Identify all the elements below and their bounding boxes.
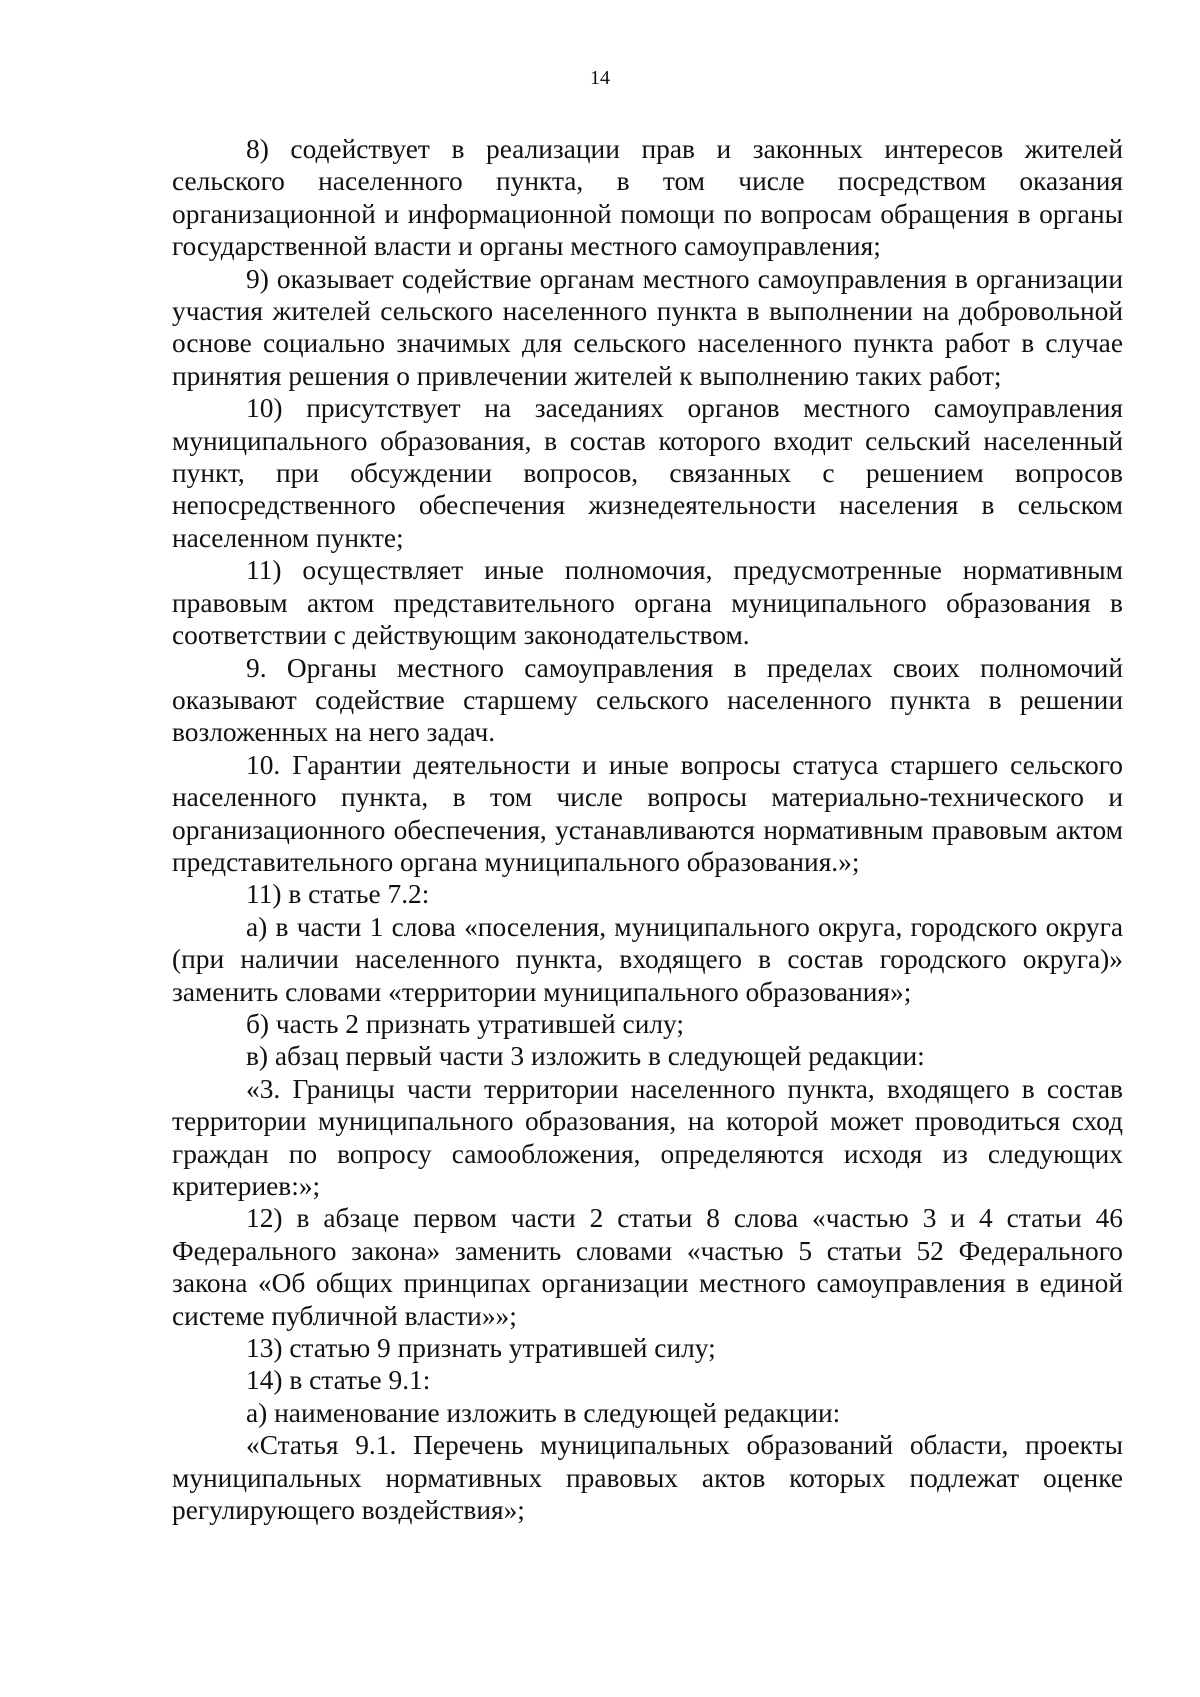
paragraph-amendment-12: 12) в абзаце первом части 2 статьи 8 слова «частью 3 и 4 статьи 46 Федерального закона» заменить словами «частью 5 статьи 52 Федерального закона «Об общих принципах организации местного самоуправления в единой системе публичной власти»»;	[172, 1203, 1123, 1331]
page-number: 14	[590, 67, 610, 89]
paragraph-amendment-14: 14) в статье 9.1:	[246, 1365, 431, 1396]
paragraph-amendment-11: 11) в статье 7.2:	[246, 879, 430, 910]
paragraph-part-10: 10. Гарантии деятельности и иные вопросы статуса старшего сельского населенного пункта, в том числе вопросы материально-технического и организационного обеспечения, устанавливаются нормативным правовым актом представительного органа муниципального образования.»;	[172, 749, 1123, 877]
paragraph-subitem-v: в) абзац первый части 3 изложить в следующей редакции:	[246, 1041, 925, 1072]
paragraph-item-10: 10) присутствует на заседаниях органов местного самоуправления муниципального образования, в состав которого входит сельский населенный пункт, при обсуждении вопросов, связанных с решением вопросов непосредственного обеспечения жизнедеятельности населения в сельском населенном пункте;	[172, 393, 1123, 553]
paragraph-quoted-part-3: «3. Границы части территории населенного пункта, входящего в состав территории муниципального образования, на которой может проводиться сход граждан по вопросу самообложения, определяются исходя из следующих критериев:»;	[172, 1073, 1123, 1201]
paragraph-subitem-a: а) в части 1 слова «поселения, муниципального округа, городского округа (при наличии населенного пункта, входящего в состав городского округа)» заменить словами «территории муниципального образования»;	[172, 911, 1123, 1007]
paragraph-subitem-a-title: а) наименование изложить в следующей редакции:	[246, 1397, 841, 1428]
paragraph-amendment-13: 13) статью 9 признать утратившей силу;	[246, 1333, 716, 1364]
paragraph-item-8: 8) содействует в реализации прав и законных интересов жителей сельского населенного пункта, в том числе посредством оказания организационной и информационной помощи по вопросам обращения в органы государственной власти и органы местного самоуправления;	[172, 134, 1123, 262]
paragraph-item-9: 9) оказывает содействие органам местного самоуправления в организации участия жителей сельского населенного пункта в выполнении на добровольной основе социально значимых для сельского населенного пункта работ в случае принятия решения о привлечении жителей к выполнению таких работ;	[172, 263, 1123, 391]
paragraph-quoted-article-9-1: «Статья 9.1. Перечень муниципальных образований области, проекты муниципальных нормативных правовых актов которых подлежат оценке регулирующего воздействия»;	[172, 1430, 1123, 1526]
paragraph-item-11: 11) осуществляет иные полномочия, предусмотренные нормативным правовым актом представительного органа муниципального образования в соответствии с действующим законодательством.	[172, 555, 1123, 651]
paragraph-part-9: 9. Органы местного самоуправления в пределах своих полномочий оказывают содействие старшему сельского населенного пункта в решении возложенных на него задач.	[172, 652, 1123, 748]
document-body	[172, 133, 1123, 1526]
paragraph-subitem-b: б) часть 2 признать утратившей силу;	[246, 1008, 684, 1039]
